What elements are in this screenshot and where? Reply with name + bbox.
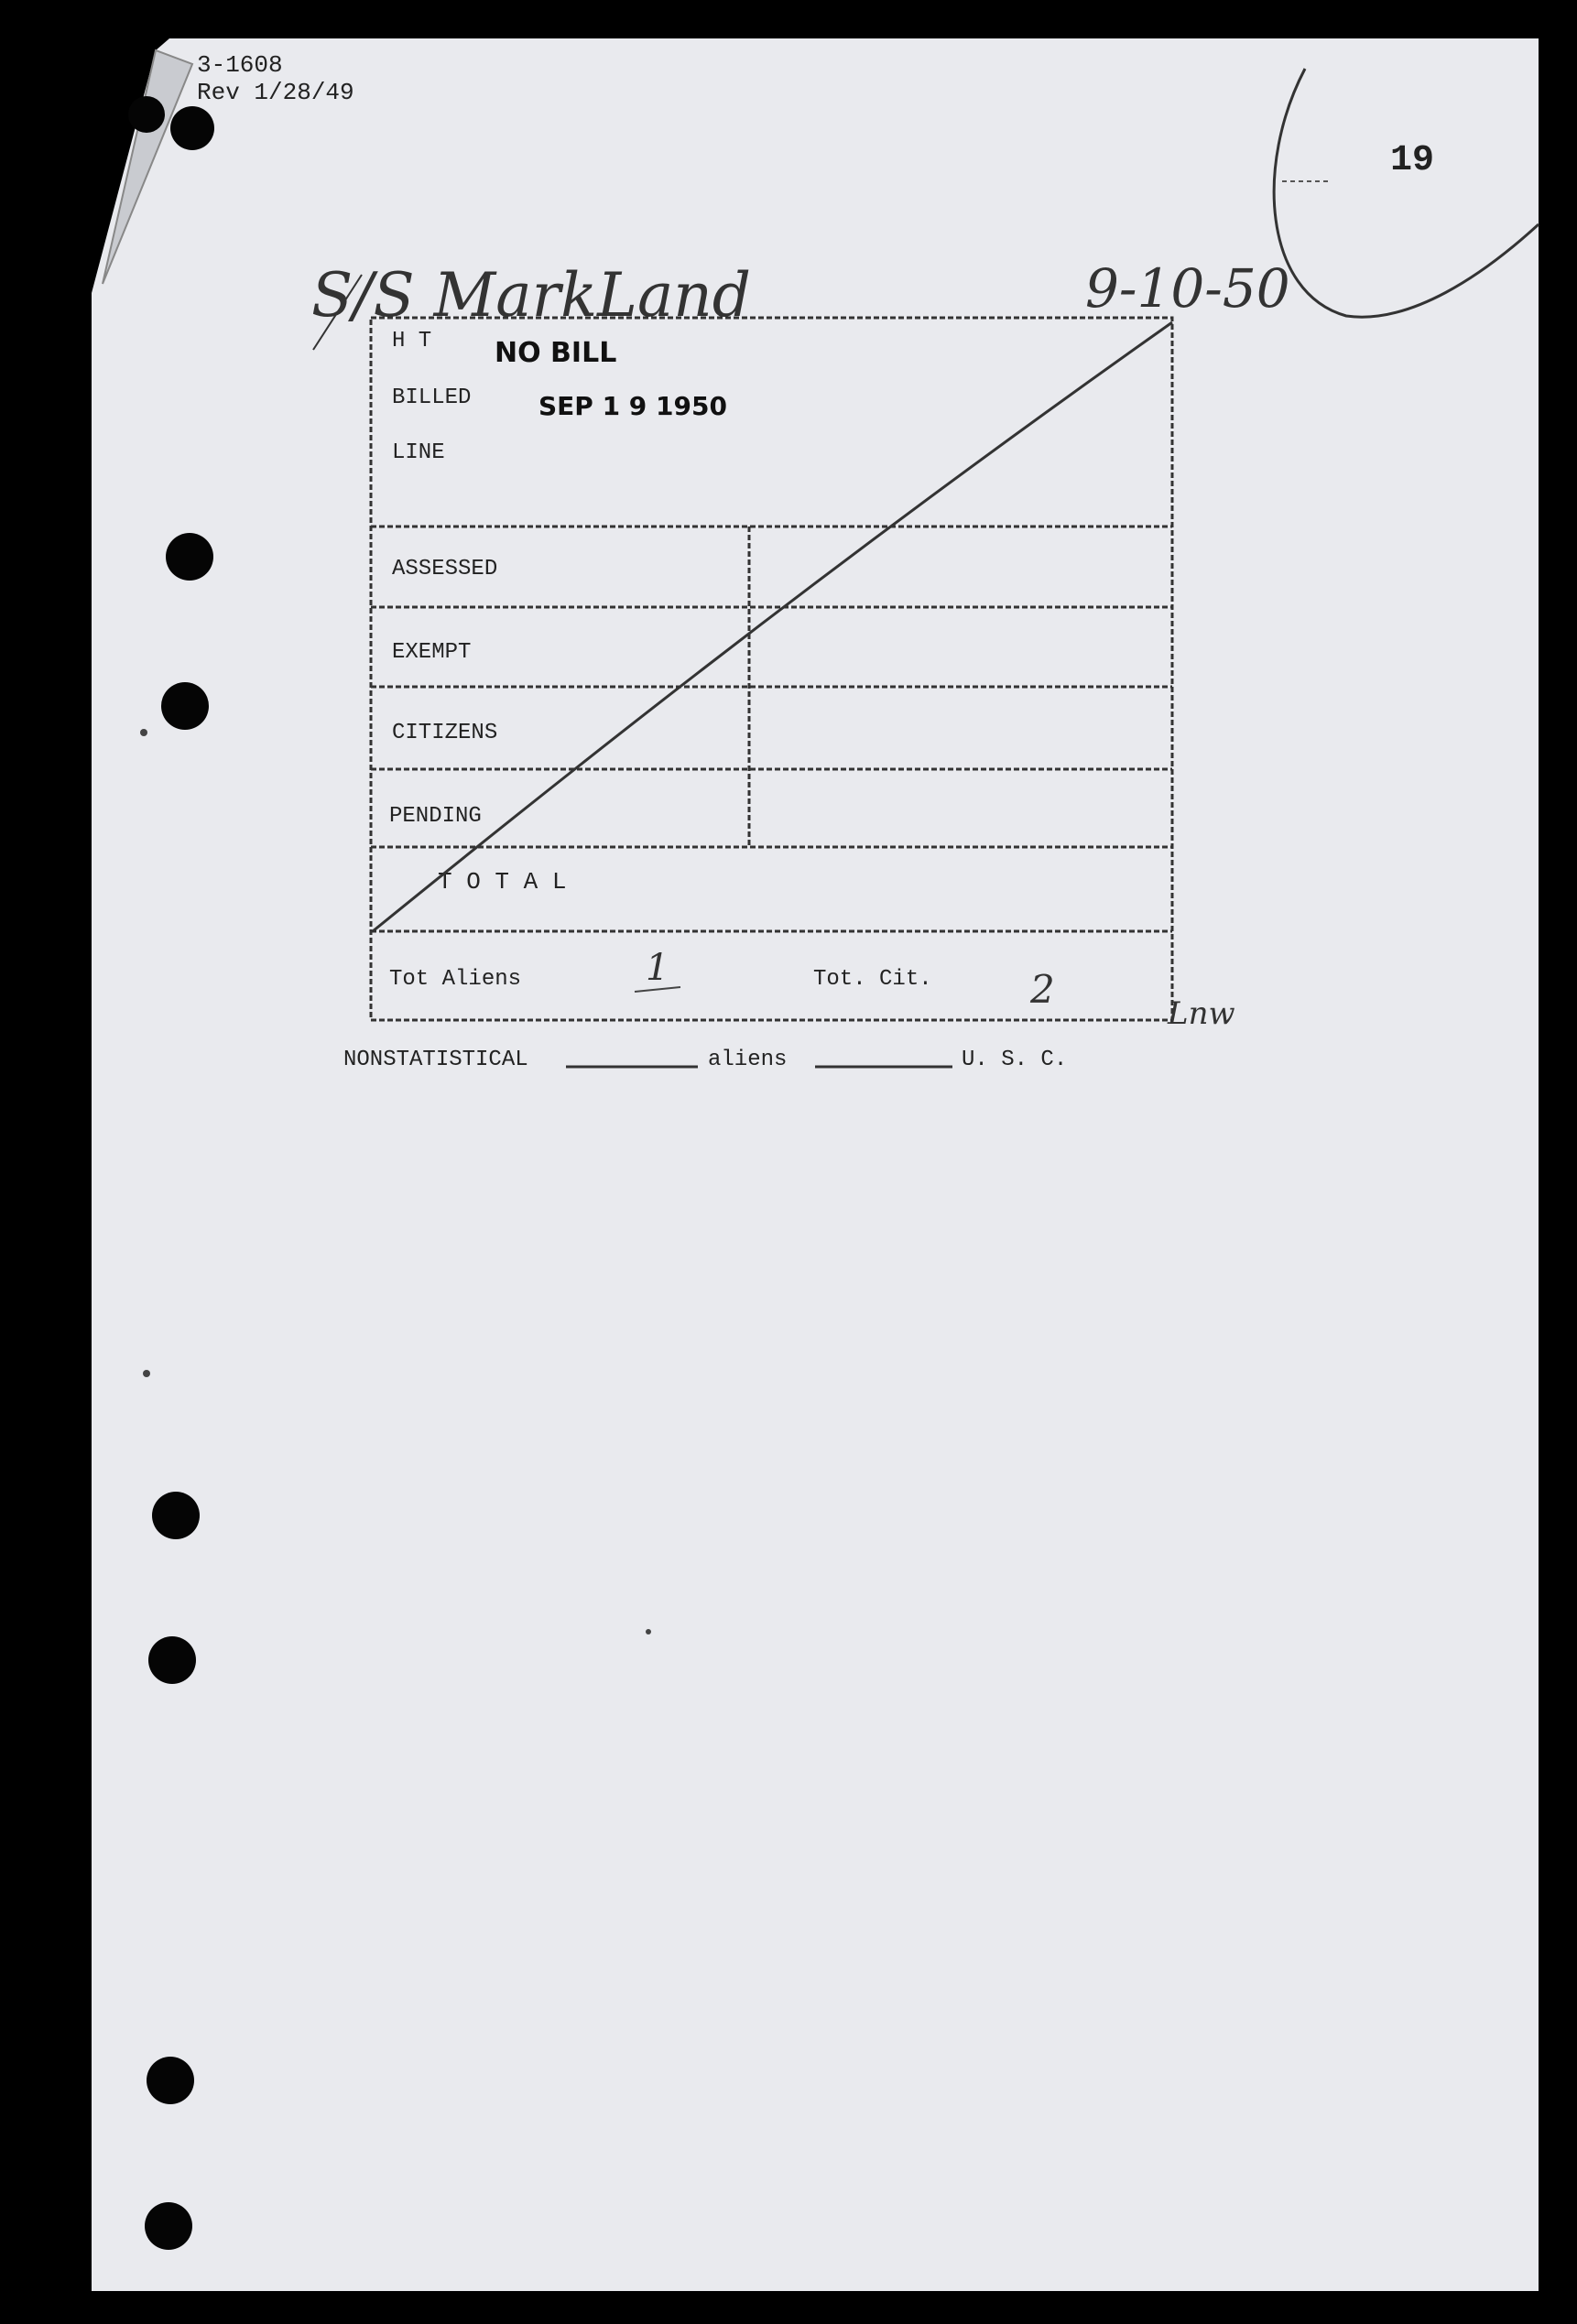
punch-hole — [161, 682, 209, 730]
stamp-date: SEP 1 9 1950 — [538, 391, 727, 421]
row-label-citizens: CITIZENS — [392, 721, 498, 745]
stamp-no-bill: NO BILL — [495, 337, 617, 369]
punch-hole — [152, 1492, 200, 1539]
usc-label: U. S. C. — [962, 1048, 1068, 1072]
row-label-pending: PENDING — [389, 804, 482, 829]
date-handwritten: 9-10-50 — [1085, 257, 1290, 320]
punch-hole — [166, 533, 213, 581]
label-billed: BILLED — [392, 386, 472, 410]
row-label-exempt: EXEMPT — [392, 640, 472, 665]
initials-handwritten: Lnw — [1168, 995, 1235, 1032]
row-label-assessed: ASSESSED — [392, 557, 498, 581]
paper-sheet — [92, 38, 1539, 2291]
punch-hole — [170, 106, 214, 150]
nonstatistical-label: NONSTATISTICAL — [343, 1048, 528, 1072]
stray-mark — [143, 1370, 150, 1377]
punch-hole — [148, 1636, 196, 1684]
stray-mark — [140, 729, 147, 736]
form-revision: Rev 1/28/49 — [197, 79, 354, 106]
total-label: T O T A L — [438, 868, 567, 896]
tot-cit-value: 2 — [1030, 967, 1055, 1012]
page-number: 19 — [1390, 140, 1435, 181]
tot-aliens-value: 1 — [646, 947, 669, 989]
form-code: 3-1608 — [197, 51, 283, 79]
punch-hole — [145, 2202, 192, 2250]
label-line: LINE — [392, 440, 445, 465]
tot-aliens-label: Tot Aliens — [389, 967, 522, 992]
punch-hole — [128, 96, 165, 133]
vessel-name-handwritten: S/S MarkLand — [311, 260, 752, 331]
aliens-label: aliens — [708, 1048, 788, 1072]
tot-cit-label: Tot. Cit. — [813, 967, 932, 992]
stray-mark — [646, 1629, 651, 1634]
label-ht: H T — [392, 329, 432, 353]
punch-hole — [147, 2057, 194, 2104]
